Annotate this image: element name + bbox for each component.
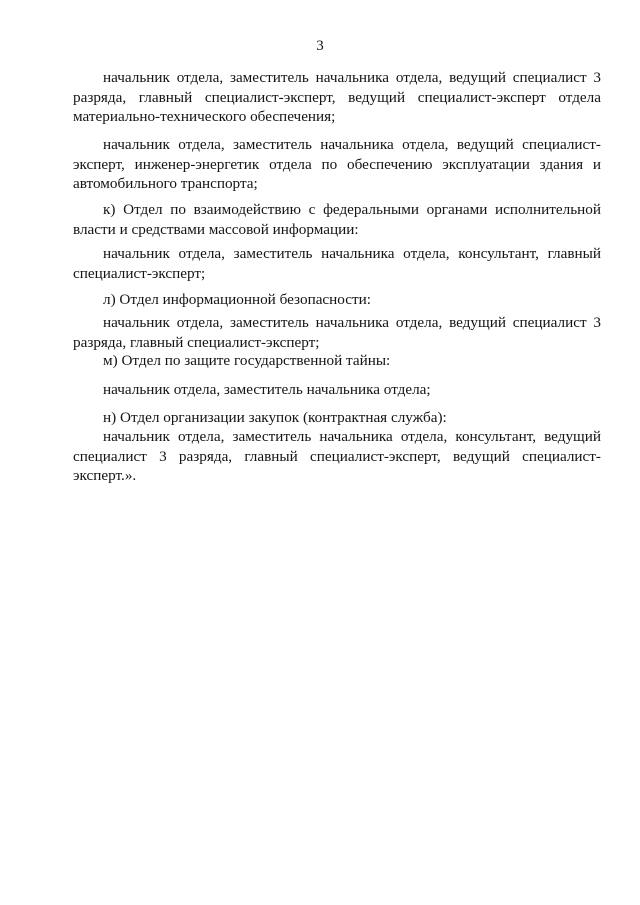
paragraph-section-k-staff	[73, 244, 601, 283]
paragraph-text: начальник отдела, заместитель начальника отдела, консультант, ведущий специалист 3 разряда, главный специалист-эксперт, ведущий специалист-эксперт.».	[73, 428, 601, 484]
section-heading: к) Отдел по взаимодействию с федеральными органами исполнительной власти и средствами массовой информации:	[73, 201, 601, 238]
section-heading: м) Отдел по защите государственной тайны:	[103, 352, 391, 369]
section-heading: н) Отдел организации закупок (контрактная служба):	[103, 409, 447, 426]
page-number: 3	[316, 38, 324, 54]
paragraph-text: начальник отдела, заместитель начальника отдела, ведущий специалист-эксперт, инженер-энергетик отдела по обеспечению эксплуатации здания и автомобильного транспорта;	[73, 136, 601, 192]
paragraph-section-l-staff	[73, 313, 601, 352]
paragraph-text: начальник отдела, заместитель начальника отдела, консультант, главный специалист-эксперт;	[73, 245, 601, 282]
paragraph-text: начальник отдела, заместитель начальника отдела, ведущий специалист 3 разряда, главный специалист-эксперт, ведущий специалист-эксперт отдела материально-технического обеспечения;	[73, 69, 601, 125]
section-k-heading	[73, 200, 601, 239]
paragraph-logistics-department-staff	[73, 68, 601, 127]
paragraph-building-operations-department-staff	[73, 135, 601, 194]
paragraph-text: начальник отдела, заместитель начальника отдела, ведущий специалист 3 разряда, главный специалист-эксперт;	[73, 314, 601, 351]
section-m-heading	[73, 351, 601, 371]
section-n-heading	[73, 408, 601, 428]
section-heading: л) Отдел информационной безопасности:	[103, 291, 371, 308]
section-l-heading	[73, 290, 601, 310]
paragraph-section-m-staff	[73, 380, 601, 400]
paragraph-text: начальник отдела, заместитель начальника отдела;	[103, 381, 431, 398]
paragraph-section-n-staff	[73, 427, 601, 486]
